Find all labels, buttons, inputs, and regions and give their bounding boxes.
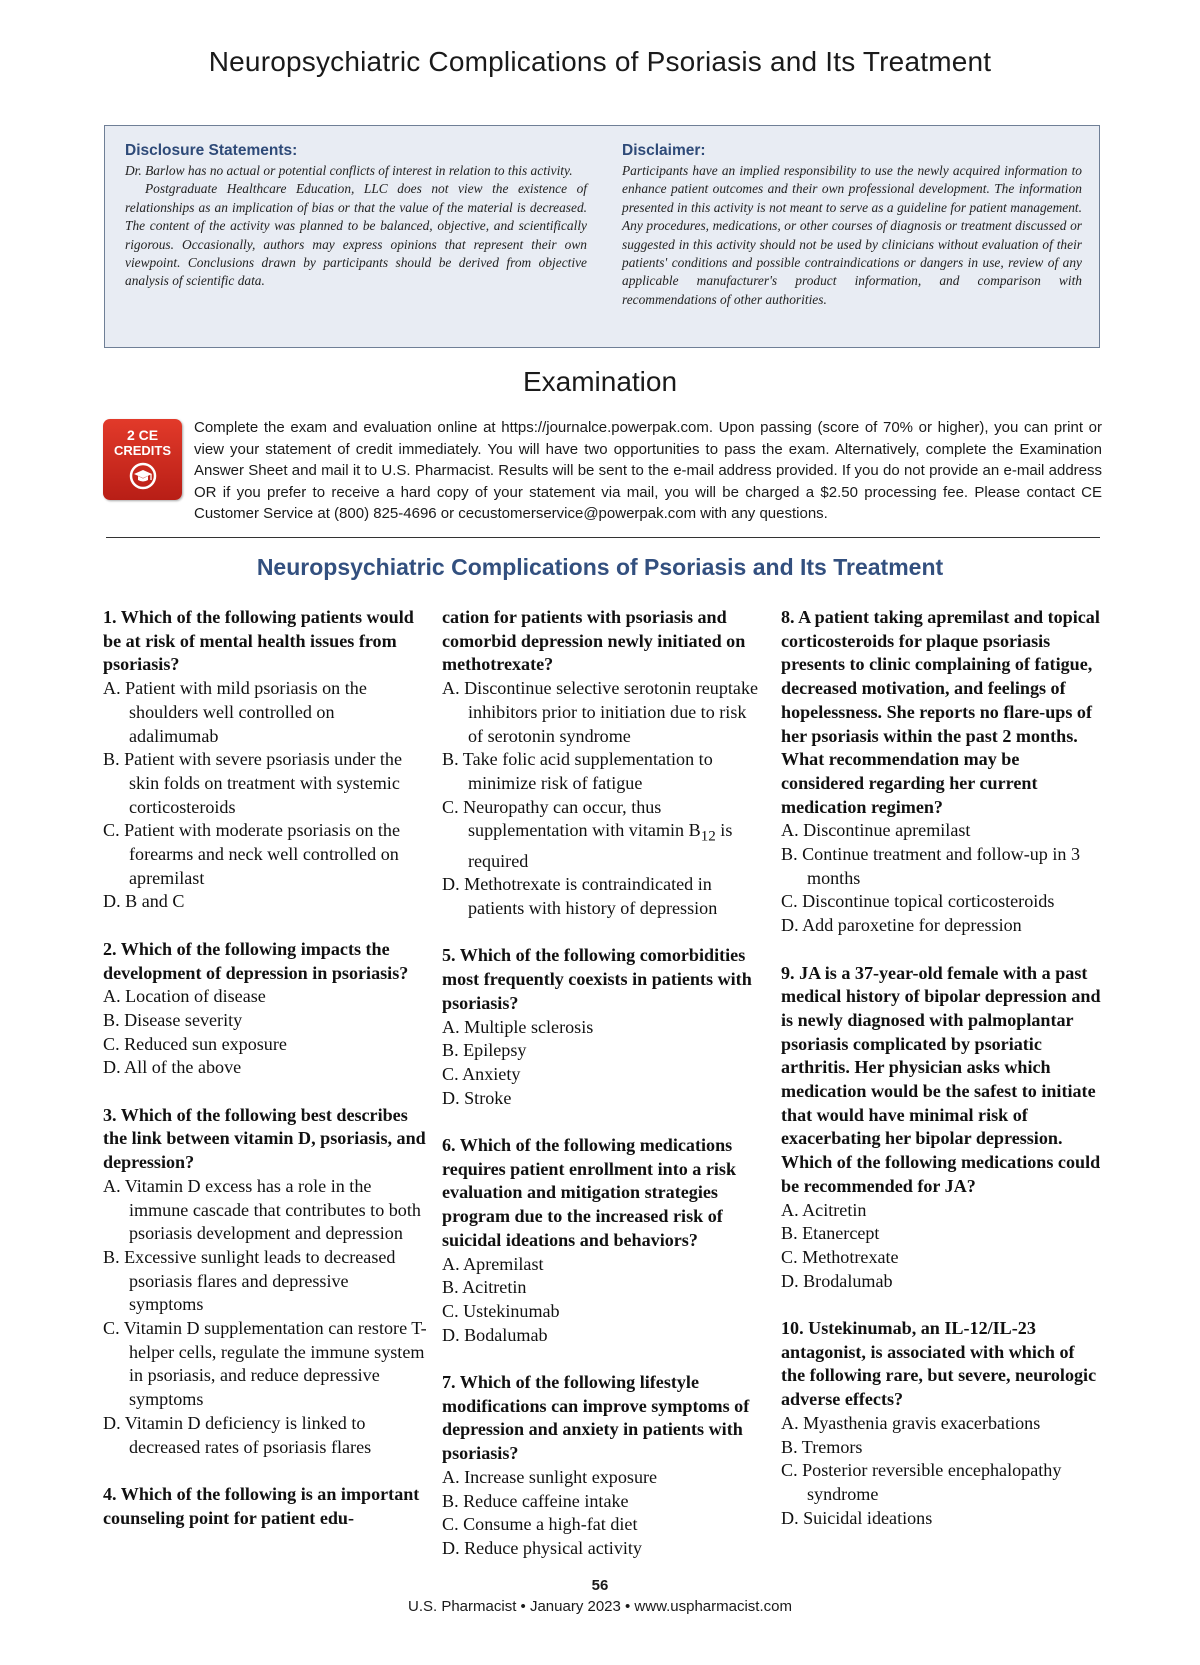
ce-badge-count: 2 CE <box>126 427 159 443</box>
answer-option: C. Vitamin D supplementation can restore T-helper cells, regulate the immune system in psoriasis, and reduce depressive symptoms <box>103 1318 427 1410</box>
disclosure-paragraph: Dr. Barlow has no actual or potential conflicts of interest in relation to this activity. <box>125 163 573 178</box>
answer-option <box>442 796 766 874</box>
answer-option: B. Epilepsy <box>442 1040 527 1061</box>
exam-instructions <box>106 417 1102 525</box>
answer-option: C. Discontinue topical corticosteroids <box>781 891 1055 912</box>
answer-option: B. Patient with severe psoriasis under the skin folds on treatment with systemic corticosteroids <box>103 749 402 817</box>
question-6 <box>442 1134 766 1347</box>
disclosure-text <box>125 162 587 291</box>
disclaimer-text: Participants have an implied responsibility to use the newly acquired information to enhance patient outcomes and their own professional development. The information presented in this activity is not meant to serve as a guideline for patient management. Any procedures, medications, or other courses of diagnosis or treatment discussed or suggested in this activity should not be used by clinicians without evaluation of their patients' conditions and possible contraindications or dangers in use, review of any applicable manufacturer's product information, and comparison with recommendations of other authorities. <box>622 163 1082 307</box>
answer-option: D. Reduce physical activity <box>442 1537 642 1558</box>
subscript: 12 <box>700 828 716 845</box>
disclosure-paragraph: Postgraduate Healthcare Education, LLC does not view the existence of relationships as an implication of bias or that the value of the material is decreased. The content of the activity was planned to be balanced, objective, and scientifically rigorous. Occasionally, authors may express opinions that represent their own viewpoint. Conclusions drawn by participants should be derived from objective analysis of scientific data. <box>125 181 587 289</box>
answer-option: B. Etanercept <box>781 1223 880 1244</box>
question-stem: 4. Which of the following is an important counseling point for patient edu- <box>103 1483 420 1528</box>
question-stem: cation for patients with psoriasis and comorbid depression newly initiated on methotrexate? <box>442 607 746 675</box>
answer-option: A. Patient with mild psoriasis on the shoulders well controlled on adalimumab <box>103 678 367 746</box>
disclosure-heading: Disclosure Statements: <box>125 142 298 159</box>
answer-option: C. Ustekinumab <box>442 1300 560 1321</box>
answer-option: B. Continue treatment and follow-up in 3 months <box>781 844 1080 888</box>
answer-option: D. Stroke <box>442 1087 512 1108</box>
section-divider <box>106 537 1100 538</box>
question-column-1 <box>103 606 427 1554</box>
answer-option: D. B and C <box>103 891 185 912</box>
question-stem: 1. Which of the following patients would be at risk of mental health issues from psoriasis? <box>103 607 414 675</box>
answer-option: B. Tremors <box>781 1436 863 1457</box>
ce-badge-label: CREDITS <box>113 443 172 458</box>
answer-option: D. Bodalumab <box>442 1324 548 1345</box>
question-stem: 3. Which of the following best describes the link between vitamin D, psoriasis, and depression? <box>103 1104 426 1173</box>
question-column-3 <box>781 606 1101 1554</box>
graduation-cap-icon <box>128 461 158 491</box>
answer-option: A. Discontinue apremilast <box>781 820 971 841</box>
answer-option: B. Reduce caffeine intake <box>442 1490 629 1511</box>
answer-option: B. Acitretin <box>442 1277 527 1298</box>
answer-option: B. Take folic acid supplementation to minimize risk of fatigue <box>442 749 713 793</box>
publication-footer: U.S. Pharmacist • January 2023 • www.uspharmacist.com <box>408 1598 792 1615</box>
answer-option: C. Consume a high-fat diet <box>442 1514 638 1535</box>
disclosure-box <box>104 125 1100 348</box>
answer-option: D. Suicidal ideations <box>781 1507 933 1528</box>
question-4-continued <box>442 606 766 921</box>
question-stem: 8. A patient taking apremilast and topical corticosteroids for plaque psoriasis presents to clinic complaining of fatigue, decreased motivation, and feelings of hopelessness. She reports no flare-ups of her psoriasis within the past 2 months. What recommendation may be considered regarding her current medication regimen? <box>781 607 1100 817</box>
answer-option: B. Disease severity <box>103 1009 243 1030</box>
answer-option: A. Acitretin <box>781 1199 867 1220</box>
answer-option: D. Add paroxetine for depression <box>781 915 1022 936</box>
answer-option: D. Methotrexate is contraindicated in patients with history of depression <box>442 874 718 919</box>
disclaimer-column <box>622 142 1082 309</box>
answer-option: C. Posterior reversible encephalopathy syndrome <box>781 1460 1062 1504</box>
question-stem: 9. JA is a 37-year-old female with a past medical history of bipolar depression and is newly diagnosed with palmoplantar psoriasis complicated by psoriatic arthritis. Her physician asks which medication would be the safest to initiate that would have minimal risk of exacerbating her bipolar depression. Which of the following medications could be recommended for JA? <box>781 962 1101 1196</box>
question-9 <box>781 962 1101 1294</box>
disclosure-column <box>125 142 587 291</box>
question-1 <box>103 606 427 914</box>
answer-option: A. Apremilast <box>442 1253 544 1274</box>
question-3 <box>103 1104 427 1460</box>
question-5 <box>442 944 766 1110</box>
answer-option: D. Vitamin D deficiency is linked to decreased rates of psoriasis flares <box>103 1412 372 1457</box>
answer-option: C. Methotrexate <box>781 1246 899 1267</box>
answer-option: B. Excessive sunlight leads to decreased psoriasis flares and depressive symptoms <box>103 1246 396 1315</box>
exam-instructions-text: Complete the exam and evaluation online at https://journalce.powerpak.com. Upon passing (score of 70% or higher), you can print or view your statement of credit immediately. You will have two opportunities to pass the exam. Alternatively, complete the Examination Answer Sheet and mail it to U.S. Pharmacist. Results will be sent to the e-mail address provided. If you do not provide an e-mail address OR if you prefer to receive a hard copy of your statement via mail, you will be charged a $2.50 processing fee. Please contact CE Customer Service at (800) 825-4696 or cecustomerservice@powerpak.com with any questions. <box>194 419 1102 522</box>
answer-option: A. Multiple sclerosis <box>442 1016 594 1037</box>
disclaimer-heading: Disclaimer: <box>622 142 706 159</box>
answer-option-text: C. Neuropathy can occur, thus supplementation with vitamin B <box>442 796 701 841</box>
question-stem: 2. Which of the following impacts the development of depression in psoriasis? <box>103 938 409 983</box>
exam-subtitle: Neuropsychiatric Complications of Psoriasis and Its Treatment <box>256 554 944 580</box>
page-number: 56 <box>591 1577 609 1594</box>
answer-option: C. Reduced sun exposure <box>103 1033 287 1054</box>
answer-option: A. Myasthenia gravis exacerbations <box>781 1412 1041 1433</box>
answer-option: A. Location of disease <box>103 986 266 1007</box>
answer-option: C. Patient with moderate psoriasis on the forearms and neck well controlled on apremilast <box>103 820 400 888</box>
question-column-2 <box>442 606 766 1584</box>
question-8 <box>781 606 1101 938</box>
ce-credits-badge <box>103 419 182 500</box>
question-stem: 6. Which of the following medications requires patient enrollment into a risk evaluation and mitigation strategies program due to the increased risk of suicidal ideations and behaviors? <box>442 1135 737 1250</box>
answer-option: D. All of the above <box>103 1057 242 1078</box>
answer-option: C. Anxiety <box>442 1063 521 1084</box>
question-2 <box>103 938 427 1080</box>
question-stem: 5. Which of the following comorbidities most frequently coexists in patients with psoriasis? <box>442 945 752 1013</box>
examination-title: Examination <box>522 366 678 397</box>
answer-option: A. Discontinue selective serotonin reuptake inhibitors prior to initiation due to risk of serotonin syndrome <box>442 678 759 746</box>
question-4-start <box>103 1483 427 1530</box>
question-stem: 10. Ustekinumab, an IL-12/IL-23 antagonist, is associated with which of the following rare, but severe, neurologic adverse effects? <box>781 1318 1097 1410</box>
question-stem: 7. Which of the following lifestyle modifications can improve symptoms of depression and anxiety in patients with psoriasis? <box>442 1372 750 1464</box>
answer-option: A. Vitamin D excess has a role in the immune cascade that contributes to both psoriasis development and depression <box>103 1175 421 1244</box>
question-10 <box>781 1317 1101 1530</box>
question-7 <box>442 1371 766 1561</box>
answer-option: A. Increase sunlight exposure <box>442 1466 658 1487</box>
answer-option-text: is required <box>468 820 733 871</box>
answer-option: D. Brodalumab <box>781 1270 893 1291</box>
page-title: Neuropsychiatric Complications of Psoriasis and Its Treatment <box>208 46 992 77</box>
